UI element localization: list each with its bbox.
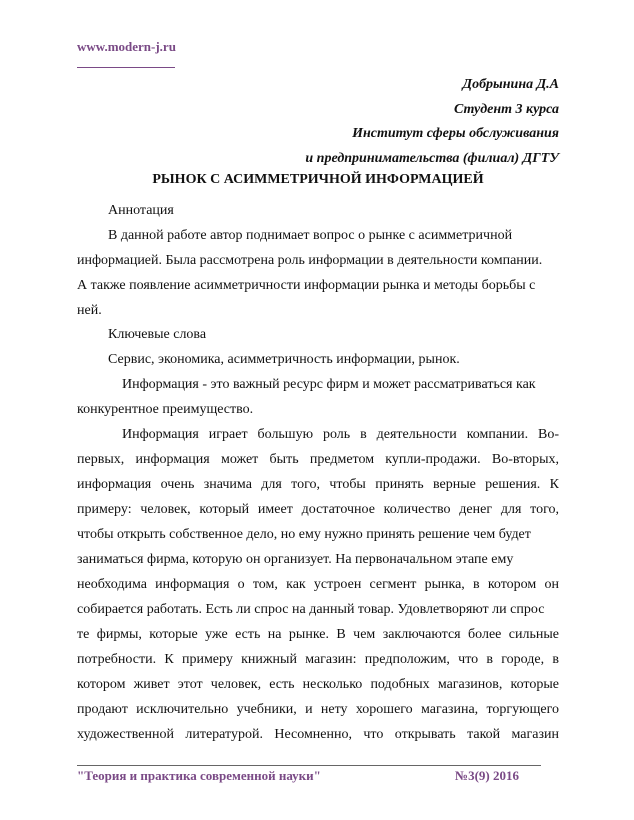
paragraph-line: продают исключительно учебники, и нету хорошего магазина, торгующего [77,702,559,717]
paragraph-line: чтобы открыть собственное дело, но ему нужно принять решение чем будет [77,527,531,542]
abstract-heading: Аннотация [108,203,174,218]
abstract-line: ней. [77,303,102,318]
abstract-line: информацией. Была рассмотрена роль информации в деятельности компании. [77,253,543,268]
paragraph-line: художественной литературой. Несомненно, что открывать такой магазин [77,727,559,742]
paragraph-line: потребности. К примеру книжный магазин: предположим, что в городе, в [77,652,559,667]
keywords-heading: Ключевые слова [108,327,207,342]
header-rule [77,67,175,68]
paragraph-line: Информация - это важный ресурс фирм и может рассматриваться как [122,377,536,392]
paragraph-line: необходима информация о том, как устроен сегмент рынка, в котором он [77,577,559,592]
site-link[interactable]: www.modern-j.ru [77,39,176,54]
author-name: Добрынина Д.А [462,77,559,92]
paragraph-line: собирается работать. Есть ли спрос на данный товар. Удовлетворяют ли спрос [77,602,545,617]
footer-issue: №3(9) 2016 [455,768,519,783]
article-title: РЫНОК С АСИММЕТРИЧНОЙ ИНФОРМАЦИЕЙ [152,172,484,187]
author-block [77,73,559,172]
author-institute: Институт сферы обслуживания [352,126,559,142]
author-status: Студент 3 курса [453,101,559,117]
abstract-line: В данной работе автор поднимает вопрос о рынке с асимметричной [108,228,513,243]
paragraph-line: информация очень значима для того, чтобы принять верные решения. К [77,477,559,492]
author-institute-cont: и предпринимательства (филиал) ДГТУ [305,151,559,167]
abstract-line: А также появление асимметричности информации рынка и методы борьбы с [77,278,536,293]
paragraph-line: примеру: человек, который имеет достаточное количество денег для того, [77,502,559,517]
paragraph-line: конкурентное преимущество. [77,402,254,417]
paragraph-line: котором живет этот человек, есть несколько подобных магазинов, которые [77,677,559,692]
footer-rule [77,765,541,766]
paragraph-line: первых, информация может быть предметом купли-продажи. Во-вторых, [77,452,559,467]
keywords-list: Сервис, экономика, асимметричность информации, рынок. [108,352,460,367]
paragraph-line: заниматься фирма, которую он организует. На первоначальном этапе ему [77,552,514,567]
paragraph-line: те фирмы, которые уже есть на рынке. В чем заключаются более сильные [77,627,559,642]
footer-journal: "Теория и практика современной науки" [77,768,321,783]
paragraph-line: Информация играет большую роль в деятельности компании. Во- [122,427,559,442]
